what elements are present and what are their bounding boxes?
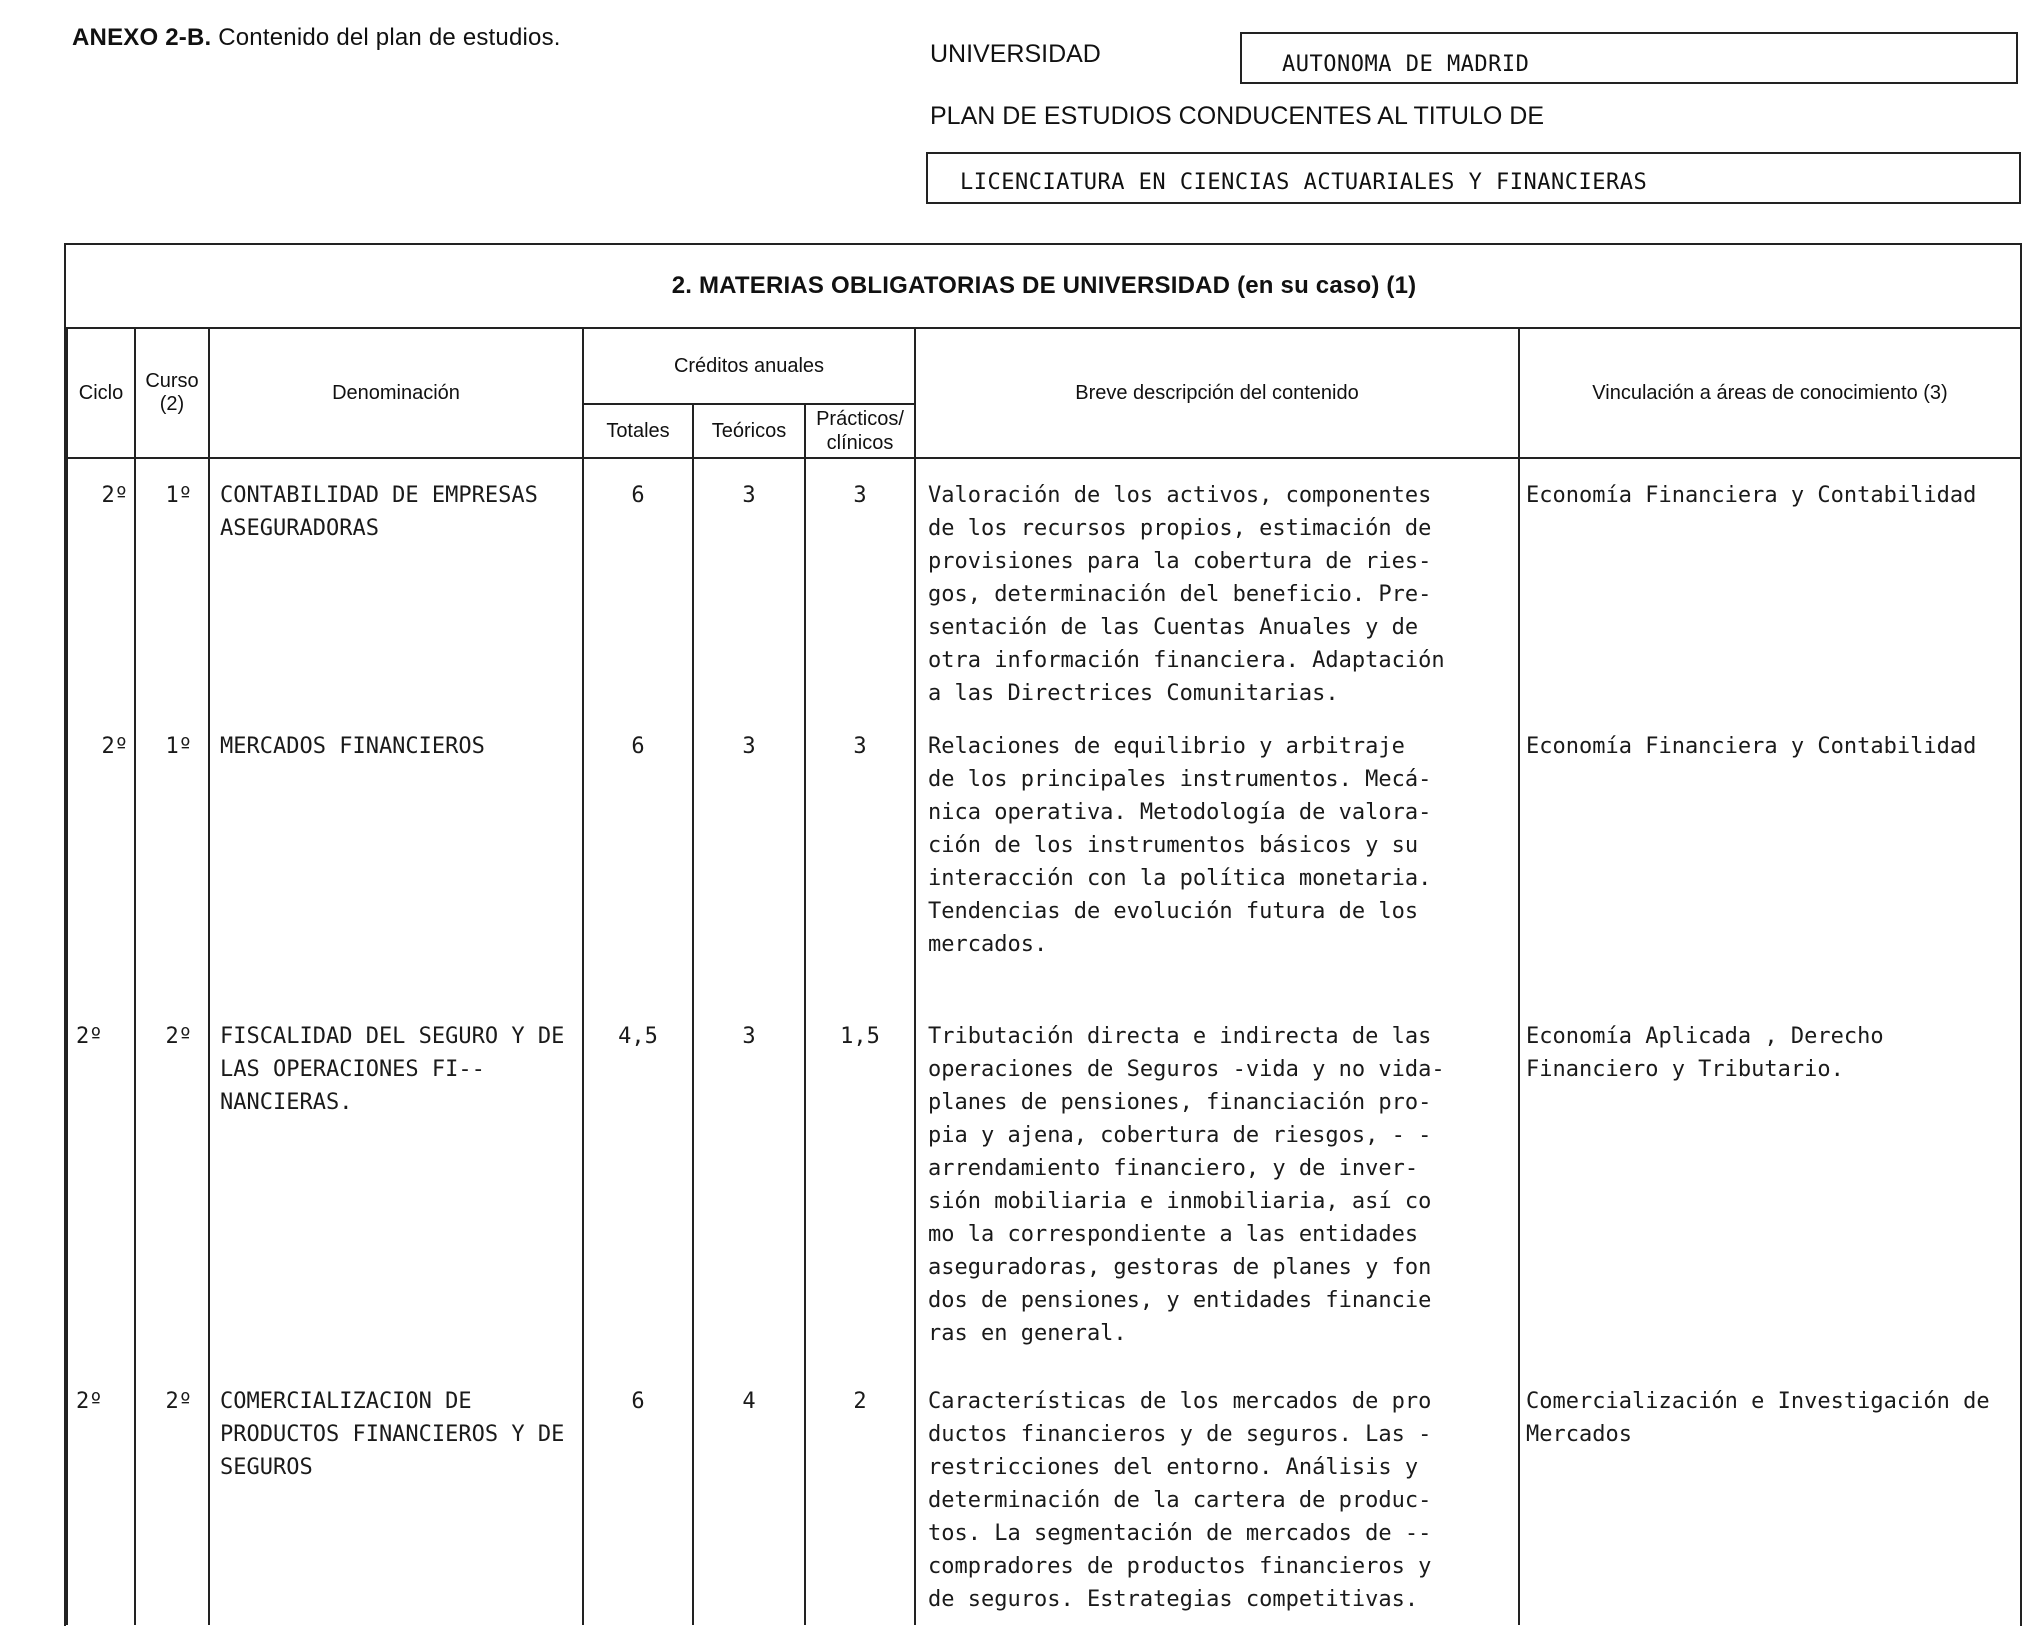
desc-line: mo la correspondiente a las entidades xyxy=(928,1222,1419,1247)
row-totales: 6 xyxy=(583,1365,693,1625)
row-practicos: 3 xyxy=(805,710,915,1000)
row-totales: 6 xyxy=(583,710,693,1000)
row-curso: 2º xyxy=(135,1365,209,1625)
desc-line: Características de los mercados de pro xyxy=(928,1389,1432,1414)
row-vinculacion: Comercialización e Investigación de Mercados xyxy=(1519,1365,2021,1625)
row-denominacion: MERCADOS FINANCIEROS xyxy=(209,710,583,1000)
desc-line: de los recursos propios, estimación de xyxy=(928,516,1432,541)
desc-line: aseguradoras, gestoras de planes y fon xyxy=(928,1255,1432,1280)
desc-line: ras en general. xyxy=(928,1321,1127,1346)
row-denominacion: FISCALIDAD DEL SEGURO Y DE LAS OPERACIONES FI-- NANCIERAS. xyxy=(209,1000,583,1365)
row-ciclo: 2º xyxy=(67,710,135,1000)
table-row xyxy=(67,1365,2021,1625)
desc-line: compradores de productos financieros y xyxy=(928,1554,1432,1579)
desc-line: interacción con la política monetaria. xyxy=(928,866,1432,891)
row-teoricos: 4 xyxy=(693,1365,805,1625)
desc-line: Tendencias de evolución futura de los xyxy=(928,899,1419,924)
subjects-table-frame xyxy=(64,243,2022,1626)
header-practicos: Prácticos/ clínicos xyxy=(805,404,915,458)
row-teoricos: 3 xyxy=(693,1000,805,1365)
desc-line: nica operativa. Metodología de valora- xyxy=(928,800,1432,825)
desc-line: sión mobiliaria e inmobiliaria, así co xyxy=(928,1189,1432,1214)
row-descripcion xyxy=(915,710,1519,1000)
desc-line: de seguros. Estrategias competitivas. xyxy=(928,1587,1419,1612)
desc-line: restricciones del entorno. Análisis y xyxy=(928,1455,1419,1480)
row-vinculacion: Economía Financiera y Contabilidad xyxy=(1519,710,2021,1000)
annex-title xyxy=(72,24,561,52)
header-teoricos: Teóricos xyxy=(693,404,805,458)
row-ciclo: 2º xyxy=(67,458,135,710)
subjects-table xyxy=(66,245,2022,1625)
annex-text: Contenido del plan de estudios. xyxy=(211,24,561,51)
desc-line: ción de los instrumentos básicos y su xyxy=(928,833,1419,858)
desc-line: Valoración de los activos, componentes xyxy=(928,483,1432,508)
desc-line: pia y ajena, cobertura de riesgos, - - xyxy=(928,1123,1432,1148)
row-teoricos: 3 xyxy=(693,458,805,710)
desc-line: provisiones para la cobertura de ries- xyxy=(928,549,1432,574)
desc-line: otra información financiera. Adaptación xyxy=(928,648,1445,673)
row-descripcion xyxy=(915,458,1519,710)
table-row xyxy=(67,1000,2021,1365)
row-denominacion: CONTABILIDAD DE EMPRESAS ASEGURADORAS xyxy=(209,458,583,710)
desc-line: mercados. xyxy=(928,932,1048,957)
header-totales: Totales xyxy=(583,404,693,458)
desc-line: Relaciones de equilibrio y arbitraje xyxy=(928,734,1405,759)
desc-line: a las Directrices Comunitarias. xyxy=(928,681,1339,706)
row-teoricos: 3 xyxy=(693,710,805,1000)
desc-line: dos de pensiones, y entidades financie xyxy=(928,1288,1432,1313)
desc-line: sentación de las Cuentas Anuales y de xyxy=(928,615,1419,640)
table-row xyxy=(67,458,2021,710)
header-descripcion: Breve descripción del contenido xyxy=(915,328,1519,458)
header-denominacion: Denominación xyxy=(209,328,583,458)
row-vinculacion: Economía Financiera y Contabilidad xyxy=(1519,458,2021,710)
desc-line: ductos financieros y de seguros. Las - xyxy=(928,1422,1432,1447)
plan-label: PLAN DE ESTUDIOS CONDUCENTES AL TITULO DE xyxy=(930,102,1545,130)
row-ciclo: 2º xyxy=(67,1000,135,1365)
row-curso: 2º xyxy=(135,1000,209,1365)
desc-line: operaciones de Seguros -vida y no vida- xyxy=(928,1057,1445,1082)
desc-line: arrendamiento financiero, y de inver- xyxy=(928,1156,1419,1181)
university-label: UNIVERSIDAD xyxy=(930,40,1101,68)
row-denominacion: COMERCIALIZACION DE PRODUCTOS FINANCIEROS Y DE SEGUROS xyxy=(209,1365,583,1625)
header-ciclo: Ciclo xyxy=(67,328,135,458)
desc-line: determinación de la cartera de produc- xyxy=(928,1488,1432,1513)
desc-line: Tributación directa e indirecta de las xyxy=(928,1024,1432,1049)
university-value-box: AUTONOMA DE MADRID xyxy=(1240,32,2018,84)
row-practicos: 1,5 xyxy=(805,1000,915,1365)
row-practicos: 2 xyxy=(805,1365,915,1625)
table-row xyxy=(67,710,2021,1000)
annex-label: ANEXO 2-B. xyxy=(72,24,212,51)
desc-line: planes de pensiones, financiación pro- xyxy=(928,1090,1432,1115)
desc-line: gos, determinación del beneficio. Pre- xyxy=(928,582,1432,607)
row-practicos: 3 xyxy=(805,458,915,710)
row-ciclo: 2º xyxy=(67,1365,135,1625)
row-curso: 1º xyxy=(135,710,209,1000)
row-descripcion xyxy=(915,1000,1519,1365)
header-vinculacion: Vinculación a áreas de conocimiento (3) xyxy=(1519,328,2021,458)
row-totales: 6 xyxy=(583,458,693,710)
table-title: 2. MATERIAS OBLIGATORIAS DE UNIVERSIDAD (en su caso) (1) xyxy=(67,245,2021,328)
desc-line: tos. La segmentación de mercados de -- xyxy=(928,1521,1432,1546)
header-creditos: Créditos anuales xyxy=(583,328,915,404)
desc-line: de los principales instrumentos. Mecá- xyxy=(928,767,1432,792)
header-curso: Curso (2) xyxy=(135,328,209,458)
row-curso: 1º xyxy=(135,458,209,710)
degree-value-box: LICENCIATURA EN CIENCIAS ACTUARIALES Y FINANCIERAS xyxy=(926,152,2021,204)
row-vinculacion: Economía Aplicada , Derecho Financiero y Tributario. xyxy=(1519,1000,2021,1365)
row-descripcion xyxy=(915,1365,1519,1625)
row-totales: 4,5 xyxy=(583,1000,693,1365)
